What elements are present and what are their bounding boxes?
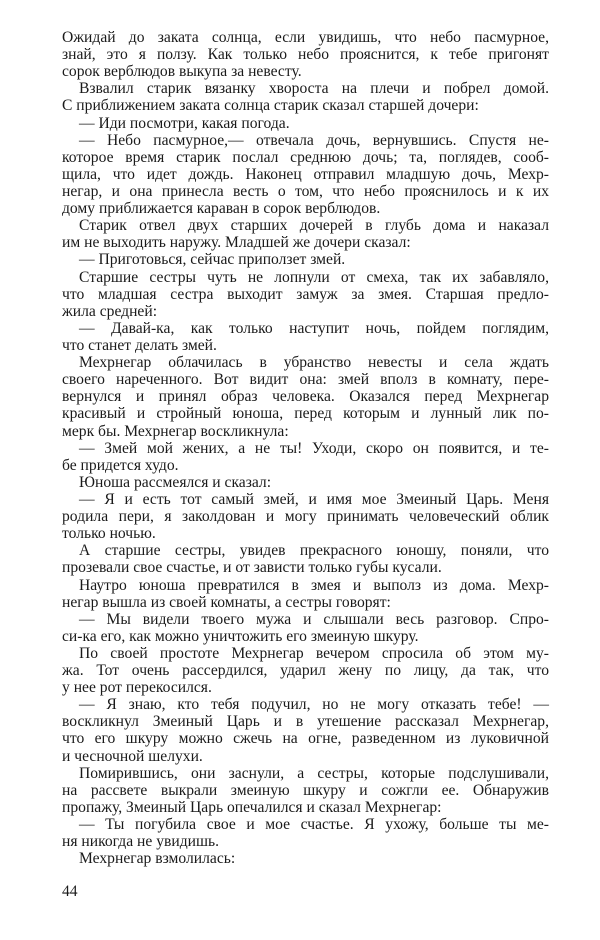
page-number: 44 [62,883,78,900]
text-line: — Змей мой жених, а не ты! Уходи, скоро он появится, и те- [79,439,549,457]
text-line: — Давай-ка, как только наступит ночь, пойдем поглядим, [79,319,549,337]
text-line: Наутро юноша превратился в змея и выполз из дома. Мехр- [79,576,549,594]
text-line: им не выходить наружу. Младшей же дочери сказал: [62,234,411,252]
text-line: Мехрнегар взмолилась: [79,850,236,868]
text-line: что младшая сестра выходит замуж за змея. Старшая предло- [62,285,549,303]
text-line: С приближением заката солнца старик сказал старшей дочери: [62,97,479,115]
text-line: что станет делать змей. [62,336,217,354]
text-line: воскликнул Змеиный Царь и в утешение рассказал Мехрнегар, [62,713,549,731]
paragraph [62,320,549,354]
text-line: си-ка его, как можно уничтожить его змеиную шкуру. [62,627,419,645]
text-line: Взвалил старик вязанку хвороста на плечи и побрел домой. [79,80,549,98]
paragraph [62,115,549,132]
paragraph [62,354,549,440]
text-line: знай, это я ползу. Как только небо прояснится, к тебе пригонят [62,46,549,64]
text-line: мерк бы. Мехрнегар воскликнула: [62,422,289,440]
text-line: Старик отвел двух старших дочерей в глубь дома и наказал [79,217,549,235]
text-line: По своей простоте Мехрнегар вечером спросила об этом му- [79,644,549,662]
paragraph [62,217,549,251]
paragraph [62,850,549,867]
text-line: — Мы видели твоего мужа и слышали весь разговор. Спро- [79,610,549,628]
text-line: что его шкуру можно сжечь на огне, разведенном из луковичной [62,730,549,748]
text-line: ня никогда не увидишь. [62,833,220,851]
text-line: жа. Тот очень рассердился, ударил жену по лицу, да так, что [62,662,549,680]
paragraph [62,80,549,114]
page-body [62,29,549,867]
text-line: Мехрнегар облачилась в убранство невесты и села ждать [79,354,549,372]
text-line: Старшие сестры чуть не лопнули от смеха, так их забавляло, [79,268,549,286]
text-line: щила, что идет дождь. Наконец отправил младшую дочь, Мехр- [62,165,549,183]
paragraph [62,645,549,696]
text-line: родила пери, я заколдован и могу принимать человеческий облик [62,508,549,526]
text-line: Ожидай до заката солнца, если увидишь, что небо пасмурное, [62,29,549,46]
text-line: Юноша рассмеялся и сказал: [79,473,272,491]
paragraph [62,816,549,850]
text-line: — Я знаю, кто тебя подучил, но не могу отказать тебе! — [79,696,549,714]
text-line: негар, и она принесла весть о том, что небо прояснилось и к их [62,182,549,200]
paragraph [62,251,549,268]
paragraph [62,269,549,320]
paragraph [62,440,549,474]
paragraph [62,491,549,542]
text-line: дому приближается караван в сорок верблюдов. [62,200,381,218]
text-line: которое время старик послал среднюю дочь; та, поглядев, сооб- [62,148,549,166]
text-line: негар вышла из своей комнаты, а сестры говорят: [62,593,391,611]
text-line: на рассвете выкрали змеиную шкуру и сожгли ее. Обнаружив [62,781,549,799]
text-line: — Небо пасмурное,— отвечала дочь, вернувшись. Спустя не- [79,131,549,149]
text-line: А старшие сестры, увидев прекрасного юношу, поняли, что [79,542,549,560]
text-line: Помирившись, они заснули, а сестры, которые подслушивали, [79,764,549,782]
text-line: прозевали свое счастье, и от зависти только губы кусали. [62,559,442,577]
text-line: сорок верблюдов выкупа за невесту. [62,63,302,81]
paragraph [62,132,549,218]
paragraph [62,29,549,80]
text-line: — Приготовься, сейчас приползет змей. [79,251,346,269]
text-line: только ночью. [62,525,156,543]
text-line: — Я и есть тот самый змей, и имя мое Змеиный Царь. Меня [79,490,549,508]
paragraph [62,474,549,491]
text-line: — Иди посмотри, какая погода. [79,114,290,132]
text-line: и чесночной шелухи. [62,747,203,765]
paragraph [62,611,549,645]
text-line: у нее рот перекосился. [62,679,212,697]
paragraph [62,542,549,576]
text-line: — Ты погубила свое и мое счастье. Я ухожу, больше ты ме- [79,816,549,834]
text-line: жила средней: [62,302,158,320]
text-line: своего нареченного. Вот видит она: змей вполз в комнату, пере- [62,371,549,389]
text-line: пропажу, Змеиный Царь опечалился и сказал Мехрнегар: [62,798,442,816]
text-line: красивый и стройный юноша, перед которым и лунный лик по- [62,405,549,423]
paragraph [62,577,549,611]
text-line: бе придется худо. [62,456,179,474]
paragraph [62,765,549,816]
paragraph [62,696,549,764]
text-line: вернулся и принял образ человека. Оказался перед Мехрнегар [62,388,549,406]
